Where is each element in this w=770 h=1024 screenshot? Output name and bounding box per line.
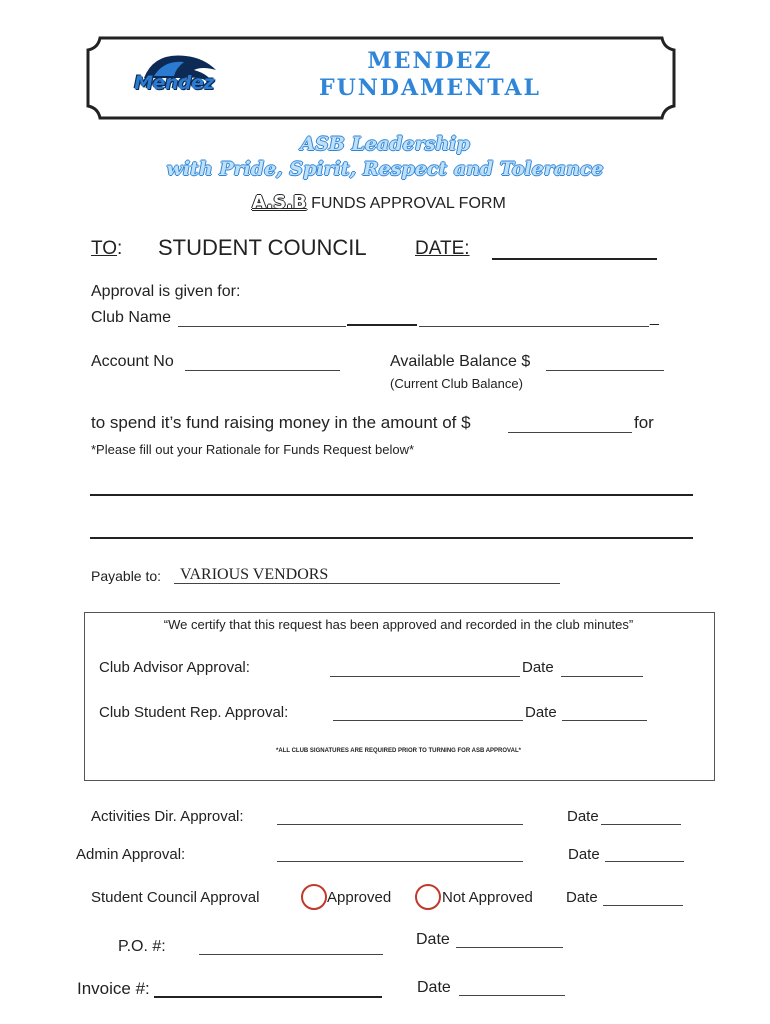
activities-dir-date-field[interactable] <box>601 824 681 825</box>
admin-approval-label: Admin Approval: <box>76 846 186 863</box>
rationale-note: *Please fill out your Rationale for Funds Request below* <box>91 442 415 457</box>
admin-date-label: Date <box>568 846 600 863</box>
approved-radio[interactable] <box>301 884 327 910</box>
activities-dir-signature-field[interactable] <box>277 824 523 825</box>
not-approved-radio[interactable] <box>415 884 441 910</box>
rationale-line-2[interactable] <box>90 537 693 539</box>
activities-dir-date-label: Date <box>567 808 599 825</box>
invoice-number-label: Invoice #: <box>77 979 150 998</box>
date-field[interactable] <box>492 258 657 260</box>
po-number-field[interactable] <box>199 954 383 955</box>
school-logo <box>124 48 224 106</box>
invoice-date-field[interactable] <box>459 995 565 996</box>
club-name-field-mid <box>347 324 417 326</box>
logo-wordmark: Mendez <box>134 72 214 94</box>
to-label: TO <box>91 238 118 259</box>
to-colon: : <box>117 238 123 259</box>
club-advisor-date-field[interactable] <box>561 676 643 677</box>
invoice-number-field[interactable] <box>154 996 382 998</box>
rationale-line-1[interactable] <box>90 494 693 496</box>
spend-amount-text: to spend it’s fund raising money in the amount of $ <box>91 413 471 432</box>
account-no-field[interactable] <box>185 370 340 371</box>
council-date-label: Date <box>566 889 598 906</box>
payable-to-label: Payable to: <box>91 568 162 584</box>
student-rep-signature-field[interactable] <box>333 720 523 721</box>
student-council-approval-label: Student Council Approval <box>91 889 260 906</box>
student-rep-date-label: Date <box>525 704 557 721</box>
slogan-title: ASB Leadership <box>300 133 470 155</box>
club-name-field-end <box>419 326 649 327</box>
to-recipient: STUDENT COUNCIL <box>158 235 367 260</box>
to-label-group <box>91 238 122 260</box>
club-name-trailing: _ <box>650 309 659 326</box>
spend-for-text: for <box>634 413 654 432</box>
available-balance-field[interactable] <box>546 370 664 371</box>
school-name-line2: FUNDAMENTAL <box>319 75 541 101</box>
date-label: DATE: <box>415 238 470 259</box>
club-advisor-signature-field[interactable] <box>330 676 520 677</box>
admin-date-field[interactable] <box>605 861 684 862</box>
po-number-label: P.O. #: <box>118 938 166 955</box>
approval-intro: Approval is given for: <box>91 283 241 300</box>
school-name-line1: MENDEZ <box>367 48 493 74</box>
club-advisor-label: Club Advisor Approval: <box>99 659 250 676</box>
form-title-rest: FUNDS APPROVAL FORM <box>306 195 506 212</box>
certify-statement: “We certify that this request has been approved and recorded in the club minutes” <box>163 617 634 632</box>
invoice-date-label: Date <box>417 979 451 996</box>
po-date-field[interactable] <box>456 947 563 948</box>
form-title-asb: A.S.B <box>252 192 307 213</box>
slogan-subtitle: with Pride, Spirit, Respect and Tolerance <box>166 158 604 180</box>
account-no-label: Account No <box>91 353 174 370</box>
available-balance-label: Available Balance $ <box>390 353 531 370</box>
student-rep-label: Club Student Rep. Approval: <box>99 704 289 721</box>
payable-to-field[interactable] <box>174 583 560 584</box>
club-name-label: Club Name <box>91 309 172 326</box>
council-date-field[interactable] <box>603 905 683 906</box>
not-approved-label: Not Approved <box>442 889 533 906</box>
club-advisor-date-label: Date <box>522 659 554 676</box>
balance-note: (Current Club Balance) <box>390 376 523 391</box>
spend-amount-field[interactable] <box>508 432 632 433</box>
activities-dir-label: Activities Dir. Approval: <box>91 808 244 825</box>
po-date-label: Date <box>416 931 450 948</box>
form-title <box>252 192 506 213</box>
signature-requirement-note: *ALL CLUB SIGNATURES ARE REQUIRED PRIOR TO TURNING FOR ASB APPROVAL* <box>276 748 521 754</box>
student-rep-date-field[interactable] <box>562 720 647 721</box>
club-name-field[interactable] <box>178 326 346 327</box>
approved-label: Approved <box>327 889 392 906</box>
payable-to-value: VARIOUS VENDORS <box>180 566 329 583</box>
admin-signature-field[interactable] <box>277 861 523 862</box>
certification-box <box>84 612 715 781</box>
